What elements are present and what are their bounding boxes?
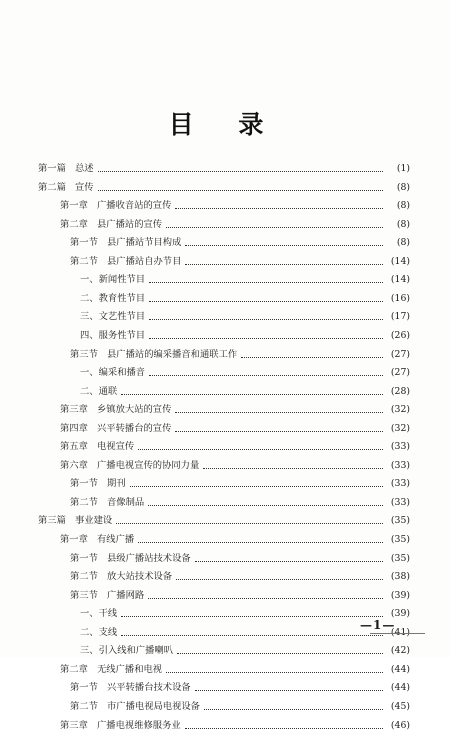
- toc-entry-text: 县广播站的宣传: [97, 218, 163, 230]
- toc-entry: [60, 662, 410, 677]
- toc-entry-text: 期刊: [107, 478, 126, 490]
- toc-leader-dots: [149, 338, 383, 339]
- toc-entry-label: [70, 495, 146, 510]
- toc-entry-text: 县广播站自办节目: [107, 255, 182, 267]
- toc-entry-text: 县广播站节目构成: [107, 237, 182, 249]
- toc-entry-page: (28): [390, 385, 410, 397]
- toc-entry-number: 第二节: [70, 700, 98, 712]
- toc-entry-number: 第一节: [70, 552, 98, 564]
- toc-entry-page: (26): [390, 329, 410, 341]
- toc-entry-number: 第一篇: [38, 163, 66, 174]
- toc-entry: [70, 699, 410, 714]
- toc-entry-number: 三、: [80, 311, 99, 323]
- toc-entry: [70, 254, 410, 269]
- toc-leader-dots: [195, 561, 383, 562]
- toc-leader-dots: [177, 653, 383, 654]
- toc-leader-dots: [203, 468, 383, 469]
- toc-entry-number: 第四章: [60, 422, 88, 434]
- toc-leader-dots: [121, 635, 383, 636]
- toc-entry-text: 兴平转播台技术设备: [107, 682, 191, 694]
- toc-entry-label: [70, 588, 146, 603]
- toc-entry-text: 乡镇放大站的宣传: [97, 404, 172, 416]
- toc-entry-text: 引入线和广播喇叭: [98, 645, 173, 657]
- toc-entry-number: 第二节: [70, 496, 98, 508]
- toc-leader-dots: [121, 616, 383, 617]
- toc-entry: [60, 458, 410, 473]
- toc-leader-dots: [185, 728, 383, 729]
- toc-entry-number: 第三章: [60, 404, 88, 416]
- toc-entry-page: (33): [390, 496, 410, 508]
- toc-entry-label: [70, 347, 239, 362]
- toc-entry-page: (8): [396, 181, 410, 193]
- toc-entry-text: 干线: [98, 608, 118, 620]
- toc-entry-number: 一、: [80, 367, 99, 379]
- toc-entry-label: [70, 254, 183, 269]
- toc-leader-dots: [175, 208, 383, 209]
- toc-entry-page: (27): [390, 348, 410, 360]
- toc-leader-dots: [176, 579, 383, 580]
- toc-entry: [70, 569, 410, 584]
- toc-entry-number: 第一节: [70, 682, 98, 694]
- toc-leader-dots: [138, 542, 383, 543]
- toc-entry: [70, 347, 410, 362]
- toc-entry-number: 第二节: [70, 255, 98, 267]
- page-title: 目 录: [168, 110, 282, 139]
- toc-entry-text: 新闻性节目: [98, 274, 146, 286]
- toc-entry-page: (8): [396, 237, 410, 249]
- toc-entry: [80, 384, 410, 399]
- toc-entry-label: [60, 198, 173, 213]
- toc-entry-label: [70, 551, 193, 566]
- toc-entry-page: (17): [390, 311, 410, 323]
- toc-entry-label: [60, 217, 164, 232]
- toc-entry-label: [80, 625, 119, 640]
- toc-entry-page: (27): [390, 367, 410, 379]
- toc-entry-number: 第二章: [60, 218, 88, 230]
- toc-entry-text: 总述: [75, 163, 94, 174]
- toc-leader-dots: [175, 412, 383, 413]
- toc-entry-number: 第六章: [60, 459, 88, 471]
- toc-entry: [70, 476, 410, 491]
- toc-entry-text: 编采和播音: [98, 367, 146, 379]
- toc-entry-number: 第一节: [70, 237, 98, 249]
- toc-entry-number: 三、: [80, 645, 99, 657]
- toc-entry-page: (41): [390, 626, 410, 638]
- toc-entry: [60, 402, 410, 417]
- toc-entry-page: (39): [390, 608, 410, 620]
- toc-entry-number: 第二章: [60, 663, 88, 675]
- toc-entry-page: (1): [396, 163, 410, 174]
- toc-leader-dots: [98, 190, 383, 191]
- toc-entry-text: 通联: [98, 385, 118, 397]
- toc-entry-label: [38, 180, 96, 195]
- toc-entry-number: 二、: [80, 292, 99, 304]
- toc-entry-page: (46): [390, 719, 410, 731]
- toc-entry-text: 事业建设: [75, 515, 113, 527]
- toc-entry-label: [38, 161, 96, 176]
- toc-entry-text: 音像制品: [107, 496, 145, 508]
- toc-leader-dots: [166, 227, 383, 228]
- toc-entry: [70, 680, 410, 695]
- toc-entry-text: 广播电视宣传的协同力量: [97, 459, 200, 471]
- toc-entry-label: [80, 291, 147, 306]
- toc-entry-label: [80, 365, 147, 380]
- toc-entry-number: 第三章: [60, 719, 88, 731]
- toc-entry: [60, 532, 410, 547]
- toc-entry-text: 支线: [98, 626, 118, 638]
- footer-rule: [370, 633, 425, 634]
- toc-entry-page: (38): [390, 571, 410, 583]
- toc-entry-page: (35): [390, 552, 410, 564]
- toc-entry-number: 第二节: [70, 571, 98, 583]
- toc-entry-page: (42): [390, 645, 410, 657]
- toc-entry-text: 市广播电视局电视设备: [107, 700, 200, 712]
- toc-entry-page: (14): [390, 274, 410, 286]
- toc-entry-number: 第三节: [70, 348, 98, 360]
- toc-entry-label: [80, 328, 147, 343]
- toc-entry: [38, 161, 410, 176]
- toc-entry-label: [70, 476, 128, 491]
- toc-entry-number: 第二篇: [38, 181, 66, 193]
- toc-leader-dots: [138, 449, 383, 450]
- toc-entry-page: (39): [390, 589, 410, 601]
- toc-entry: [70, 551, 410, 566]
- toc-entry: [80, 272, 410, 287]
- toc-entry-number: 第一章: [60, 534, 88, 545]
- toc-entry: [80, 309, 410, 324]
- toc-entry-page: (8): [396, 218, 410, 230]
- toc-entry: [70, 588, 410, 603]
- toc-leader-dots: [185, 264, 383, 265]
- toc-entry-page: (16): [390, 292, 410, 304]
- toc-entry-label: [60, 662, 164, 677]
- toc-entry-label: [70, 699, 202, 714]
- toc-entry-text: 有线广播: [97, 534, 135, 545]
- toc-leader-dots: [149, 319, 383, 320]
- toc-entry-text: 服务性节目: [98, 329, 146, 341]
- toc-entry: [80, 328, 410, 343]
- toc-entry: [70, 235, 410, 250]
- toc-leader-dots: [149, 282, 383, 283]
- toc-entry: [38, 180, 410, 195]
- toc-leader-dots: [149, 375, 383, 376]
- toc-entry-label: [80, 606, 119, 621]
- toc-entry-page: (35): [390, 515, 410, 527]
- toc-entry: [60, 718, 410, 733]
- toc-entry-text: 县级广播站技术设备: [107, 552, 191, 564]
- toc-entry-page: (32): [390, 422, 410, 434]
- toc-entry-label: [60, 421, 173, 436]
- toc-entry-page: (33): [390, 459, 410, 471]
- toc-entry-page: (14): [390, 255, 410, 267]
- toc-entry: [38, 513, 410, 528]
- toc-entry-text: 广播网路: [107, 589, 145, 601]
- toc-entry-label: [60, 402, 173, 417]
- toc-entry-number: 第三篇: [38, 515, 66, 527]
- toc-entry-text: 广播电视维修服务业: [97, 719, 181, 731]
- toc-entry-page: (44): [390, 682, 410, 694]
- toc-entry-number: 二、: [80, 385, 99, 397]
- toc-leader-dots: [149, 301, 383, 302]
- toc-entry-page: (35): [390, 534, 410, 545]
- toc-entry-number: 第五章: [60, 441, 88, 453]
- toc-leader-dots: [204, 709, 383, 710]
- toc-leader-dots: [175, 431, 383, 432]
- toc-entry-number: 四、: [80, 329, 99, 341]
- toc-leader-dots: [185, 245, 383, 246]
- toc-entry-number: 第三节: [70, 589, 98, 601]
- toc-entry-label: [70, 235, 183, 250]
- toc-entry-page: (44): [390, 663, 410, 675]
- toc-leader-dots: [121, 394, 383, 395]
- toc-entry-text: 放大站技术设备: [107, 571, 173, 583]
- page-number: —1—: [360, 618, 396, 632]
- toc-entry-text: 广播收音站的宣传: [97, 200, 172, 212]
- toc-entry: [60, 439, 410, 454]
- toc-entry-number: 二、: [80, 626, 99, 638]
- toc-entry-label: [60, 718, 183, 733]
- toc-entry-text: 宣传: [75, 181, 94, 193]
- toc-entry-label: [80, 309, 147, 324]
- toc-entry-page: (33): [390, 441, 410, 453]
- toc-leader-dots: [195, 690, 383, 691]
- toc-leader-dots: [116, 523, 383, 524]
- toc-entry-page: (8): [396, 200, 410, 212]
- toc-entry-label: [80, 272, 147, 287]
- toc-leader-dots: [148, 505, 383, 506]
- toc-entry-label: [70, 680, 193, 695]
- toc-entry-text: 无线广播和电视: [97, 663, 163, 675]
- toc-entry: [80, 643, 410, 658]
- toc-entry-label: [60, 532, 136, 547]
- toc-entry-text: 文艺性节目: [98, 311, 146, 323]
- toc-entry-number: 一、: [80, 608, 99, 620]
- toc-entry-text: 教育性节目: [98, 292, 146, 304]
- toc-leader-dots: [98, 171, 383, 172]
- toc-leader-dots: [130, 486, 383, 487]
- toc-entry-label: [80, 384, 119, 399]
- toc-entry-label: [38, 513, 114, 528]
- toc-entry-page: (45): [390, 700, 410, 712]
- toc-entry: [60, 198, 410, 213]
- toc-entry-text: 县广播站的编采播音和通联工作: [107, 348, 238, 360]
- toc-entry: [80, 291, 410, 306]
- toc-entry-number: 第一章: [60, 200, 88, 212]
- toc-entry: [60, 421, 410, 436]
- toc-leader-dots: [241, 357, 383, 358]
- toc-entry-page: (32): [390, 404, 410, 416]
- toc-entry-page: (33): [390, 478, 410, 490]
- toc-entry-number: 第一节: [70, 478, 98, 490]
- toc-entry-label: [60, 458, 201, 473]
- toc-entry: [70, 495, 410, 510]
- toc-entry-label: [70, 569, 174, 584]
- toc-entry-text: 兴平转播台的宣传: [97, 422, 172, 434]
- toc-leader-dots: [148, 598, 383, 599]
- toc-entry: [80, 365, 410, 380]
- toc-entry-label: [80, 643, 175, 658]
- toc-entry-label: [60, 439, 136, 454]
- toc-entry-text: 电视宣传: [97, 441, 135, 453]
- toc-entry: [60, 217, 410, 232]
- toc-entry-number: 一、: [80, 274, 99, 286]
- toc-leader-dots: [166, 672, 383, 673]
